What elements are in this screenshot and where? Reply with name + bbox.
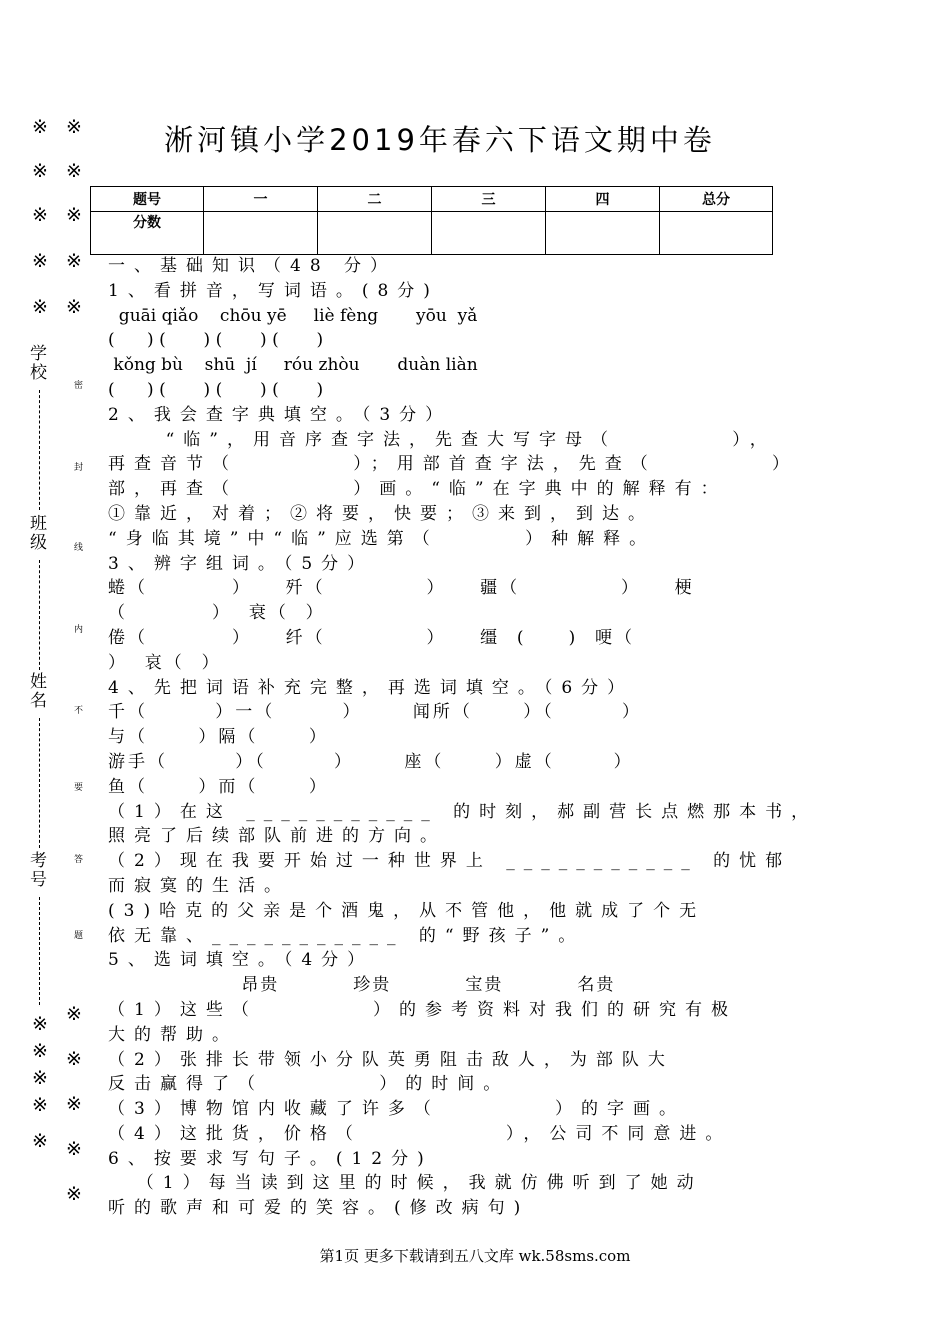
seal-char: 封: [74, 463, 84, 473]
text-line: 蜷（ ） 歼（ ） 疆（ ） 梗: [108, 578, 695, 599]
margin-mark: ※: [32, 250, 48, 272]
text-line: 2、我会查字典填空。（3分）: [108, 404, 452, 425]
margin-mark: ※: [32, 1130, 48, 1152]
text-line: 与（ ）隔（ ）: [108, 727, 329, 748]
page-footer: 第1页 更多下载请到五八文库 wk.58sms.com: [319, 1247, 631, 1265]
margin-mark: ※: [66, 1048, 82, 1070]
score-cell[interactable]: [660, 212, 773, 255]
exam-number-label: 考号: [30, 851, 47, 890]
text-line: “身临其境”中“临”应选第（ ）种解释。: [108, 528, 656, 549]
text-line: （ ） 衰（ ）: [108, 603, 326, 624]
text-line: 而寂寞的生活。: [108, 875, 290, 896]
margin-mark: ※: [66, 160, 82, 182]
score-row-label: 分数: [91, 212, 204, 255]
page-title: 淅河镇小学2019年春六下语文期中卷: [164, 123, 716, 157]
margin-mark: ※: [66, 296, 82, 318]
class-line: [39, 560, 40, 670]
text-line: 5、选词填空。（4分）: [108, 950, 374, 971]
margin-mark: ※: [66, 1183, 82, 1205]
text-line: 一、基础知识（48 分）: [108, 256, 397, 276]
margin-mark: ※: [32, 116, 48, 138]
name-line: [39, 718, 40, 848]
seal-char: 密: [74, 381, 84, 391]
margin-mark: ※: [32, 296, 48, 318]
text-line: “临”，用音序查字法，先查大写字母（ ），: [108, 429, 776, 450]
margin-mark: ※: [32, 1094, 48, 1116]
score-header-cell: 三: [432, 187, 546, 212]
school-line: [39, 390, 40, 510]
exam-content: [108, 254, 858, 1221]
margin-mark: ※: [66, 116, 82, 138]
school-label: 学校: [30, 344, 47, 383]
text-line: (3)哈克的父亲是个酒鬼，从不管他，他就成了个无: [108, 900, 706, 921]
answer-blanks[interactable]: ( ) ( ) ( ) ( ): [108, 379, 324, 400]
score-cell[interactable]: [432, 212, 546, 255]
answer-blanks[interactable]: ( ) ( ) ( ) ( ): [108, 330, 324, 351]
text-line: ①靠近，对着；②将要，快要；③来到，到达。: [108, 503, 654, 524]
text-line: 大的帮助。: [108, 1024, 238, 1045]
text-line: 倦（ ） 纤（ ） 缰 ( ) 哽（: [108, 627, 636, 648]
text-line: （1）这些（ ）的参考资料对我们的研究有极: [108, 999, 738, 1020]
seal-char: 题: [74, 931, 84, 941]
margin-mark: ※: [32, 160, 48, 182]
margin-mark: ※: [66, 1138, 82, 1160]
score-table: [90, 186, 773, 255]
score-header-cell: 题号: [91, 187, 204, 212]
pinyin-line: kǒng bù shū jí róu zhòu duàn liàn: [108, 355, 478, 376]
text-line: （2）现在我要开始过一种世界上 ___________ 的忧郁: [108, 851, 792, 872]
margin-mark: ※: [66, 1093, 82, 1115]
text-line: 听的歌声和可爱的笑容。(修改病句): [108, 1198, 530, 1219]
text-line: 千（ ）一（ ） 闻所（ ）（ ）: [108, 702, 643, 723]
seal-char: 线: [74, 543, 84, 553]
text-line: 再查音节（ ）；用部首查字法，先查（ ）: [108, 454, 798, 475]
text-line: （3）博物馆内收藏了许多（ ）的字画。: [108, 1099, 686, 1120]
class-label: 班级: [30, 514, 47, 553]
score-cell[interactable]: [318, 212, 432, 255]
margin-mark: ※: [32, 1013, 48, 1035]
margin-mark: ※: [66, 250, 82, 272]
text-line: 依无靠、___________ 的“野孩子”。: [108, 925, 585, 946]
text-line: （1）每当读到这里的时候，我就仿佛听到了她动: [108, 1173, 703, 1194]
name-label: 姓名: [30, 672, 47, 711]
text-line: 3、辨字组词。（5分）: [108, 553, 374, 574]
margin-mark: ※: [32, 1040, 48, 1062]
seal-char: 不: [74, 706, 84, 716]
text-line: 4、先把词语补充完整，再选词填空。（6分）: [108, 677, 634, 698]
score-header-cell: 一: [204, 187, 318, 212]
text-line: 1、看拼音，写词语。(8分): [108, 280, 439, 301]
score-cell[interactable]: [546, 212, 660, 255]
seal-char: 答: [74, 855, 84, 865]
text-line: 游手（ ）（ ） 座（ ）虚（ ）: [108, 751, 634, 772]
text-line: 鱼（ ）而（ ）: [108, 776, 329, 797]
text-line: （2）张排长带领小分队英勇阻击敌人，为部队大: [108, 1049, 674, 1070]
score-header-cell: 二: [318, 187, 432, 212]
margin-mark: ※: [66, 204, 82, 226]
margin-mark: ※: [32, 204, 48, 226]
text-line: 部，再查（ ）画。“临”在字典中的解释有：: [108, 479, 727, 500]
text-line: ） 哀（ ）: [108, 652, 222, 673]
exam-number-line: [39, 897, 40, 1005]
margin-mark: ※: [32, 1067, 48, 1089]
text-line: （4）这批货，价格（ ），公司不同意进。: [108, 1123, 732, 1144]
text-line: （1）在这 ___________ 的时刻，郝副营长点燃那本书，: [108, 801, 818, 822]
seal-char: 要: [74, 783, 84, 793]
seal-char: 内: [74, 625, 84, 635]
text-line: 照亮了后续部队前进的方向。: [108, 826, 446, 847]
margin-mark: ※: [66, 1003, 82, 1025]
score-header-cell: 总分: [660, 187, 773, 212]
pinyin-line: guāi qiǎo chōu yē liè fèng yōu yǎ: [108, 305, 478, 326]
text-line: 反击赢得了（ ）的时间。: [108, 1074, 510, 1095]
word-choices: 昂贵 珍贵 宝贵 名贵: [108, 975, 616, 996]
score-header-cell: 四: [546, 187, 660, 212]
score-cell[interactable]: [204, 212, 318, 255]
text-line: 6、按要求写句子。(12分): [108, 1148, 433, 1169]
